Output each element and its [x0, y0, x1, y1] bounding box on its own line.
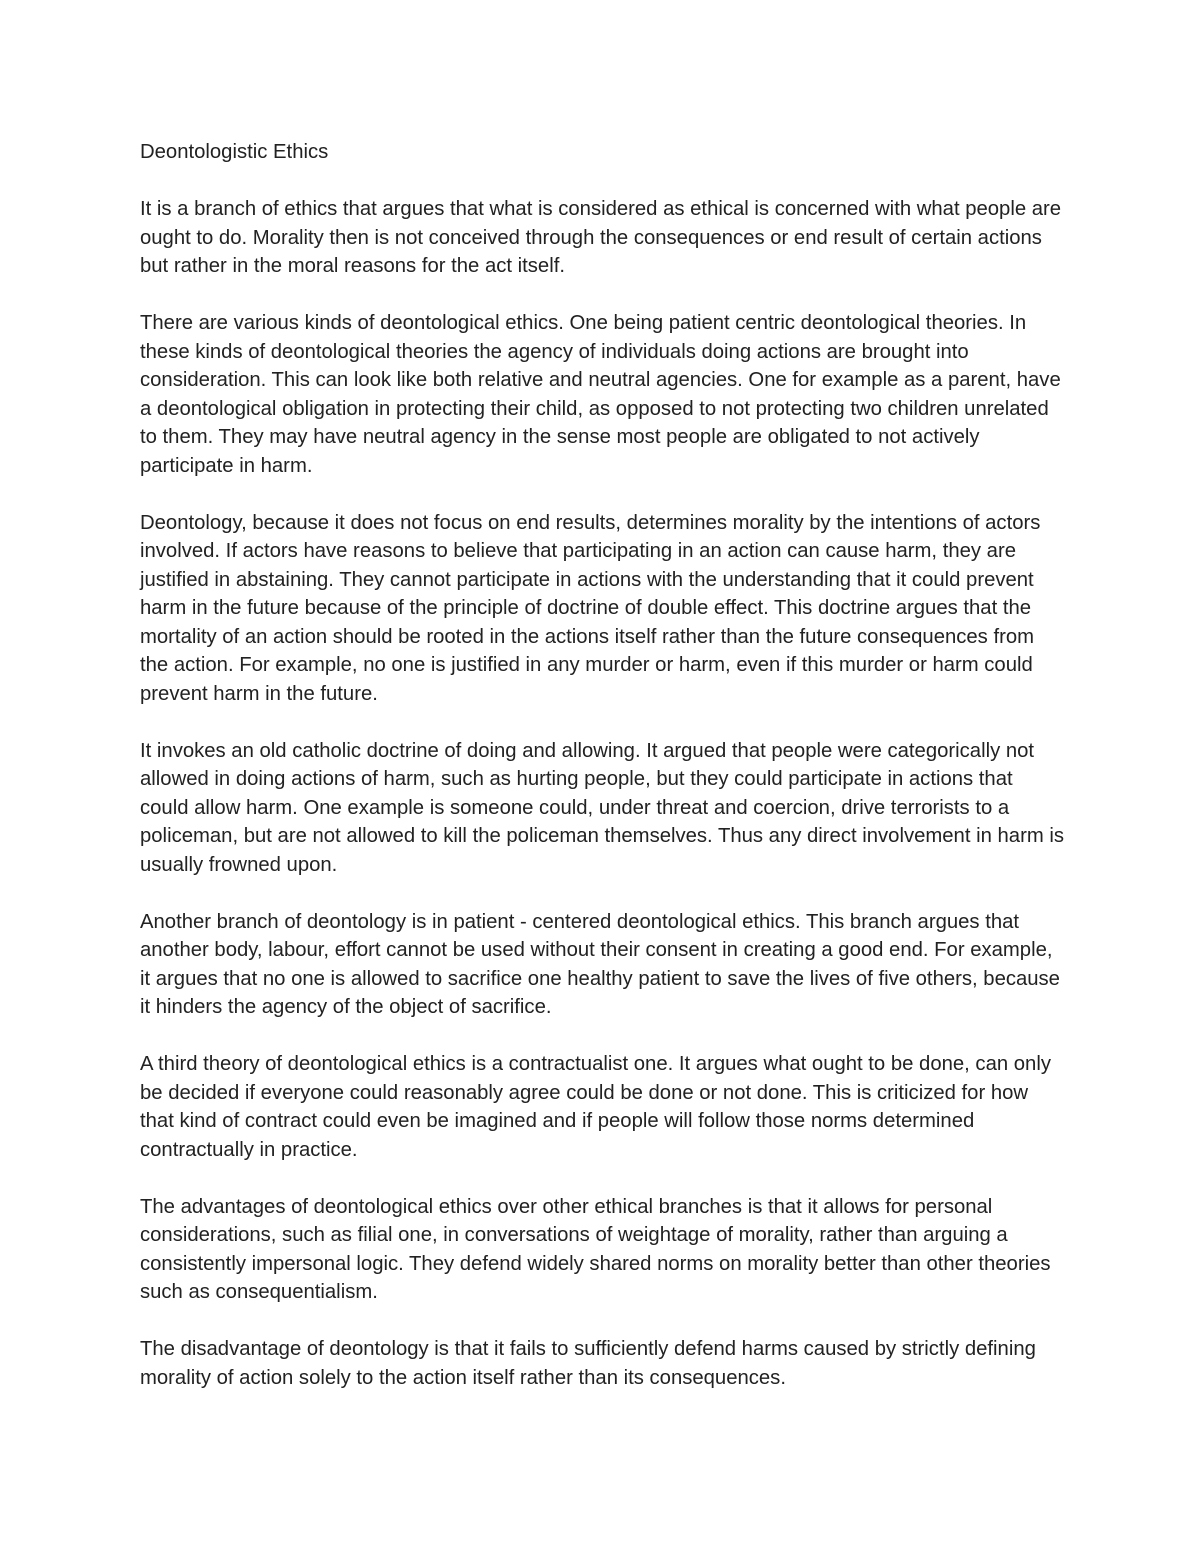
paragraph-contractualist: A third theory of deontological ethics is a contractualist one. It argues what ought to be done, can only be decided if everyone could reasonably agree could be done or not done. This is criticized for how that kind of contract could even be imagined and if people will follow those norms determined contractually in practice. — [140, 1053, 1051, 1161]
document-title: Deontologistic Ethics — [140, 141, 329, 163]
paragraph-advantages: The advantages of deontological ethics over other ethical branches is that it allows for personal considerations, such as filial one, in conversations of weightage of morality, rather than arguing a consistently impersonal logic. They defend widely shared norms on morality better than other theories such as consequentialism. — [140, 1195, 1051, 1303]
document-page — [140, 138, 1065, 1421]
paragraph-intentions: Deontology, because it does not focus on end results, determines morality by the intentions of actors involved. If actors have reasons to believe that participating in an action can cause harm, they are justified in abstaining. They cannot participate in actions with the understanding that it could prevent harm in the future because of the principle of doctrine of double effect. This doctrine argues that the mortality of an action should be rooted in the actions itself rather than the future consequences from the action. For example, no one is justified in any murder or harm, even if this murder or harm could prevent harm in the future. — [140, 511, 1041, 705]
paragraph-doing-allowing: It invokes an old catholic doctrine of doing and allowing. It argued that people were categorically not allowed in doing actions of harm, such as hurting people, but they could participate in actions that could allow harm. One example is someone could, under threat and coercion, drive terrorists to a policeman, but are not allowed to kill the policeman themselves. Thus any direct involvement in harm is usually frowned upon. — [140, 739, 1065, 876]
paragraph-patient-centered: Another branch of deontology is in patient - centered deontological ethics. This branch argues that another body, labour, effort cannot be used without their consent in creating a good end. For example, it argues that no one is allowed to sacrifice one healthy patient to save the lives of five others, because it hinders the agency of the object of sacrifice. — [140, 910, 1060, 1018]
paragraph-definition: It is a branch of ethics that argues that what is considered as ethical is concerned with what people are ought to do. Morality then is not conceived through the consequences or end result of certain actions but rather in the moral reasons for the act itself. — [140, 198, 1062, 277]
paragraph-kinds: There are various kinds of deontological ethics. One being patient centric deontological theories. In these kinds of deontological theories the agency of individuals doing actions are brought into consideration. This can look like both relative and neutral agencies. One for example as a parent, have a deontological obligation in protecting their child, as opposed to not protecting two children unrelated to them. They may have neutral agency in the sense most people are obligated to not actively participate in harm. — [140, 312, 1061, 477]
paragraph-disadvantage: The disadvantage of deontology is that it fails to sufficiently defend harms caused by strictly defining morality of action solely to the action itself rather than its consequences. — [140, 1338, 1036, 1389]
